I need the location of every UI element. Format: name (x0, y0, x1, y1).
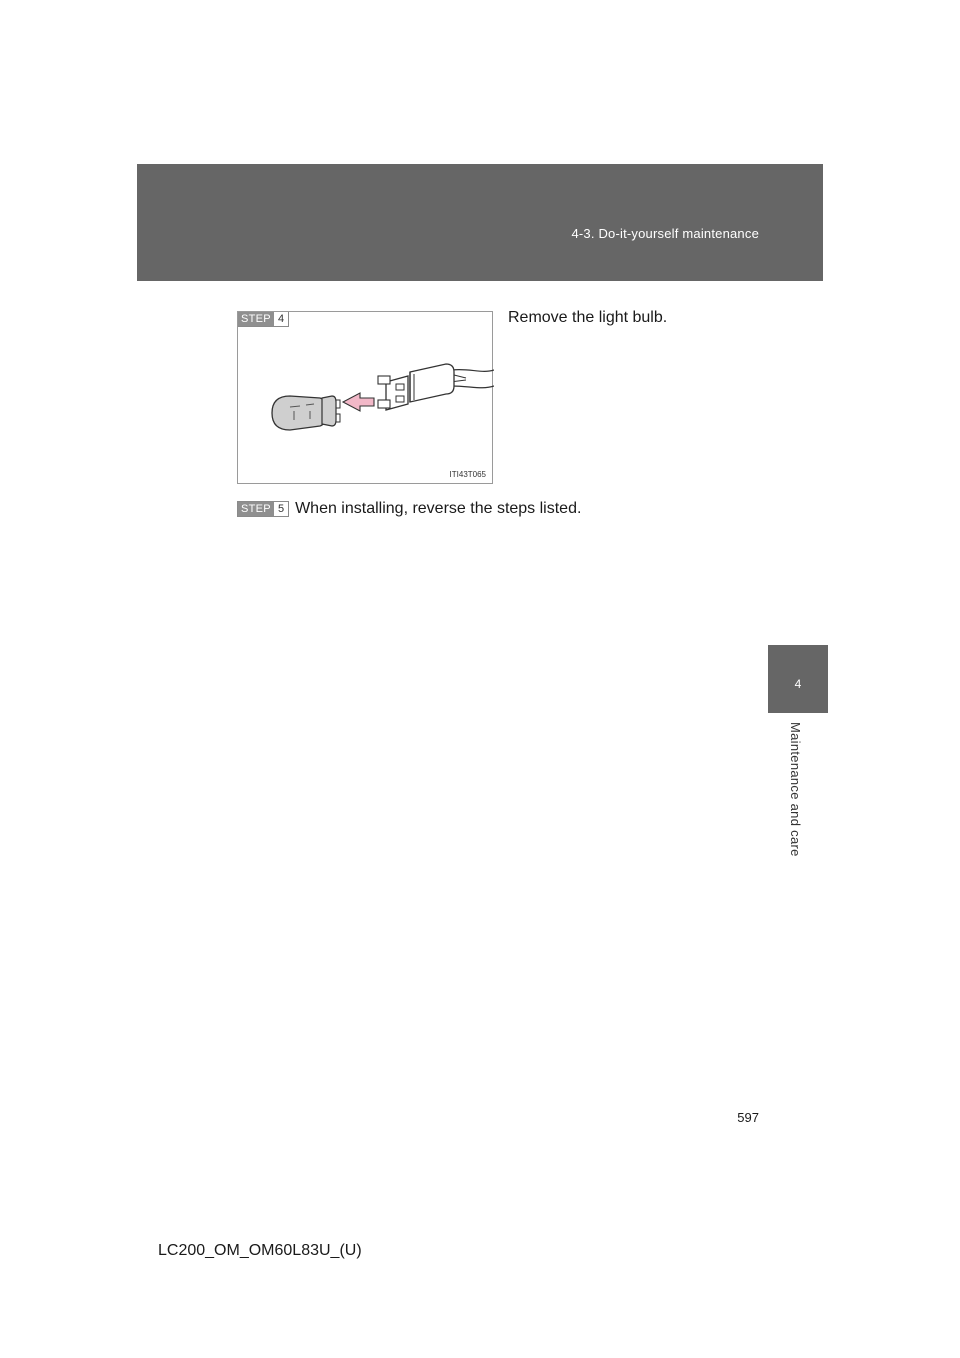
figure-code: ITI43T065 (449, 470, 486, 479)
step4-instruction: Remove the light bulb. (508, 309, 668, 326)
bulb-removal-illustration (238, 312, 494, 485)
header-band (137, 164, 823, 281)
page-number: 597 (737, 1110, 759, 1125)
section-title: 4-3. Do-it-yourself maintenance (571, 226, 759, 241)
chapter-title: Maintenance and care (788, 722, 803, 857)
step5-badge (237, 501, 289, 517)
step-label: STEP (238, 312, 274, 326)
step-label: STEP (238, 502, 274, 516)
step4-badge (238, 312, 289, 327)
step4-figure (237, 311, 493, 484)
chapter-number: 4 (794, 677, 802, 691)
step-number: 4 (274, 312, 288, 326)
document-code: LC200_OM_OM60L83U_(U) (158, 1242, 362, 1259)
step5-instruction: When installing, reverse the steps listed. (295, 500, 582, 517)
left-arrow-icon (343, 393, 374, 411)
step5-row (237, 500, 581, 518)
step-number: 5 (274, 502, 288, 516)
chapter-tab (768, 645, 828, 713)
